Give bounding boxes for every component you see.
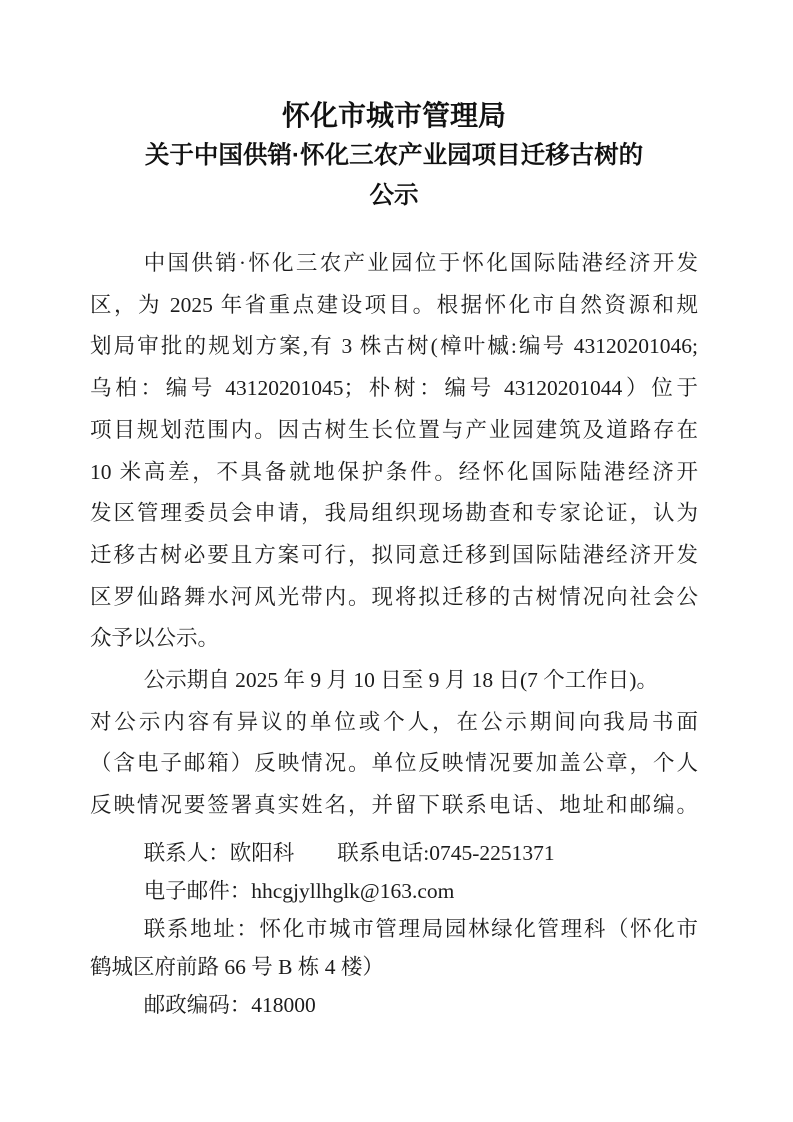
contact-text-line: 联系人：欧阳科 联系电话:0745-2251371 (143, 840, 555, 865)
contact-text-line: 电子邮件：hhcgjyllhglk@163.com (143, 878, 455, 903)
body-text-line: 公示期自 2025 年 9 月 10 日至 9 月 18 日(7 个工作日)。 (143, 668, 658, 693)
body-text-line: 对公示内容有异议的单位或个人，在公示期间向我局书面 (90, 709, 698, 734)
document-title-organization: 怀化市城市管理局 (281, 100, 506, 131)
body-text-line: 众予以公示。 (90, 626, 220, 651)
body-text-line: （含电子邮箱）反映情况。单位反映情况要加盖公章，个人 (90, 751, 698, 776)
document-title-subject-line1: 关于中国供销·怀化三农产业园项目迁移古树的 (144, 142, 644, 169)
notice-contact-info (90, 834, 698, 1024)
body-text-line: 区罗仙路舞水河风光带内。现将拟迁移的古树情况向社会公 (90, 584, 698, 609)
body-text-line: 乌柏：编号 43120201045；朴树：编号 43120201044）位于 (90, 376, 698, 401)
body-text-line: 划局审批的规划方案,有 3 株古树(樟叶槭:编号 43120201046; (90, 334, 698, 359)
body-text-line: 迁移古树必要且方案可行，拟同意迁移到国际陆港经济开发 (90, 542, 698, 567)
body-text-line: 区，为 2025 年省重点建设项目。根据怀化市自然资源和规 (90, 292, 698, 317)
document-content (90, 96, 698, 1024)
body-text-line: 项目规划范围内。因古树生长位置与产业园建筑及道路存在 (90, 417, 698, 442)
body-text-line: 发区管理委员会申请，我局组织现场勘查和专家论证，认为 (90, 501, 698, 526)
notice-body-text (90, 243, 698, 827)
body-text-line: 反映情况要签署真实姓名，并留下联系电话、地址和邮编。 (90, 793, 698, 818)
document-title-subject-line2: 公示 (369, 182, 419, 209)
body-text-line: 中国供销·怀化三农产业园位于怀化国际陆港经济开发 (143, 251, 698, 275)
contact-text-line: 联系地址：怀化市城市管理局园林绿化管理科（怀化市 (143, 916, 698, 941)
document-title-subject (90, 136, 698, 216)
body-text-line: 10 米高差，不具备就地保护条件。经怀化国际陆港经济开 (90, 459, 698, 484)
contact-text-line: 邮政编码：418000 (143, 992, 316, 1017)
contact-text-line: 鹤城区府前路 66 号 B 栋 4 楼） (90, 954, 384, 979)
